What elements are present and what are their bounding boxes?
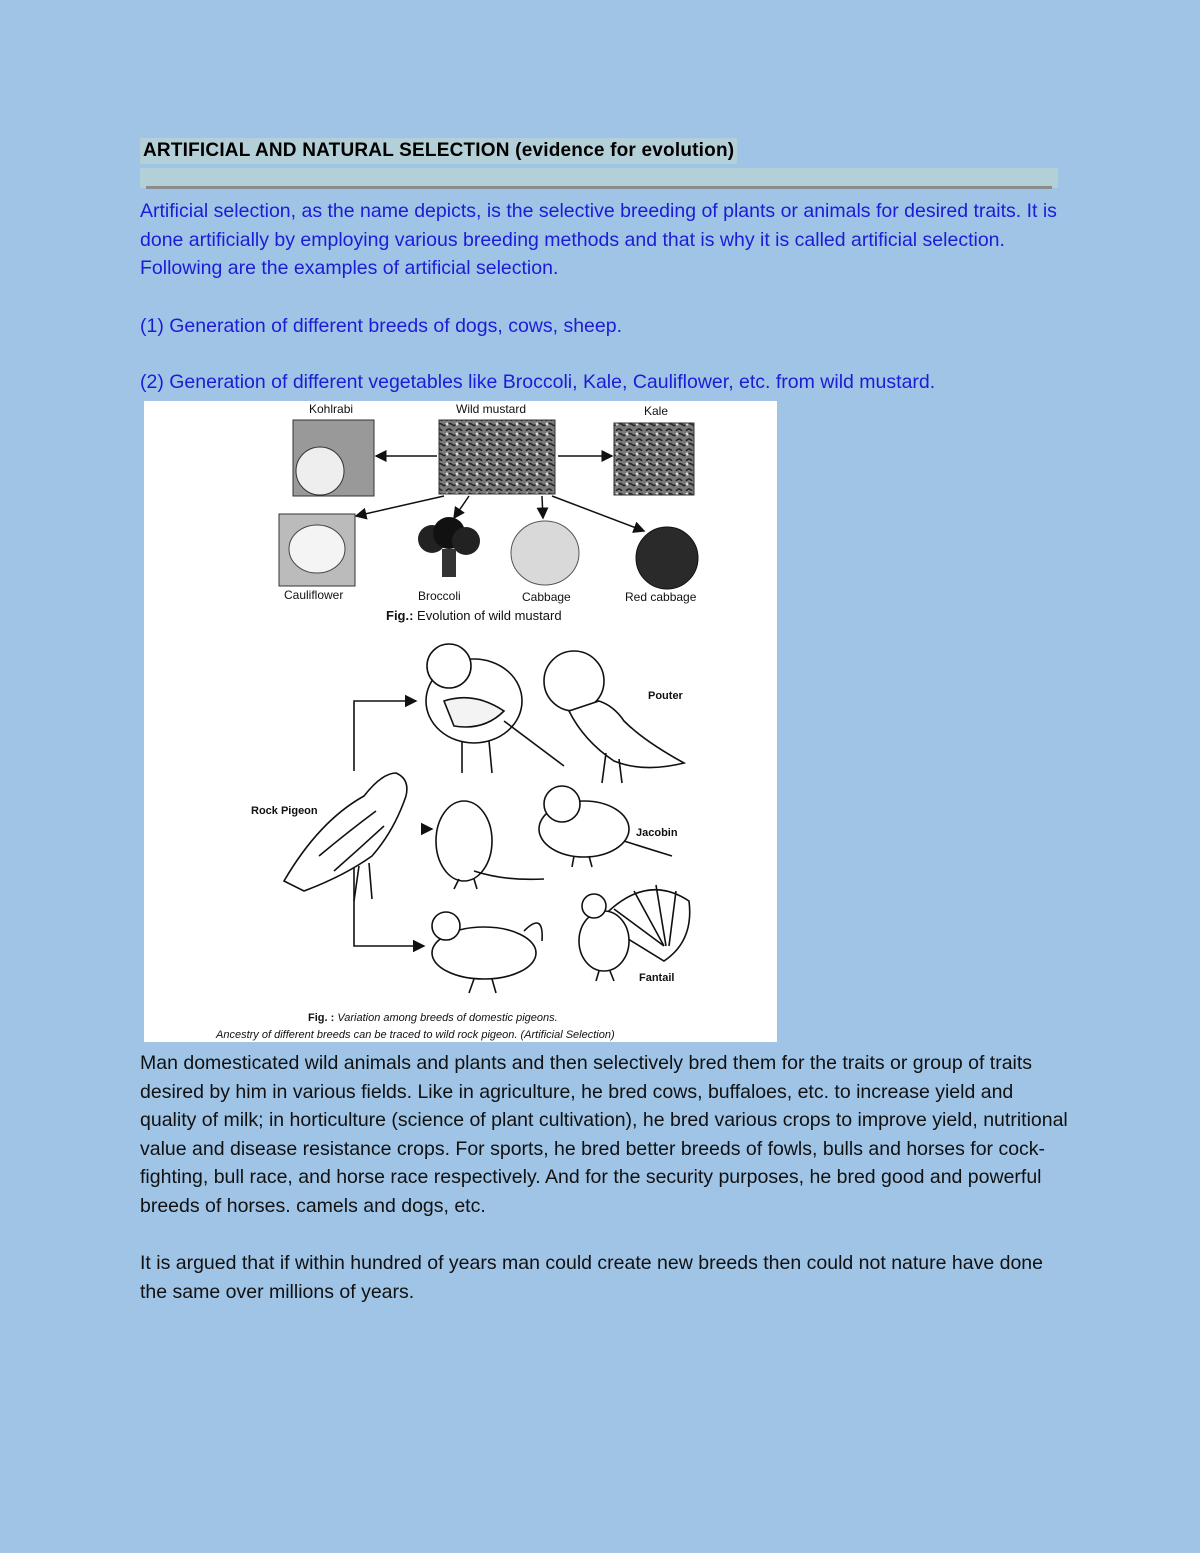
intro-paragraph: Artificial selection, as the name depicts, is the selective breeding of plants or animals for desired traits. It is done artificially by employing various breeding methods and that is why it is called artificial selection. Following are the examples of artificial selection. <box>140 200 1057 279</box>
label-fantail: Fantail <box>639 972 675 984</box>
example-2: (2) Generation of different vegetables like Broccoli, Kale, Cauliflower, etc. from wild mustard. <box>140 371 936 393</box>
label-pouter: Pouter <box>648 690 683 702</box>
label-kale: Kale <box>644 404 669 418</box>
mustard-evolution-diagram <box>279 402 698 623</box>
pigeon-top-drawing <box>426 644 564 773</box>
title-divider <box>146 186 1052 189</box>
label-kohlrabi: Kohlrabi <box>309 402 354 416</box>
title-highlight-band <box>140 168 1058 188</box>
figure1-caption <box>386 608 562 623</box>
label-jacobin: Jacobin <box>636 827 678 839</box>
wild-mustard-image <box>439 420 555 494</box>
kale-image <box>614 423 694 495</box>
pigeon-breeds-diagram <box>284 644 690 993</box>
body-paragraph-domestication: Man domesticated wild animals and plants and then selectively bred them for the traits or group of traits desired by him in various fields. Like in agriculture, he bred cows, buffaloes, etc. to increase yield and quality of milk; in horticulture (science of plant cultivation), he bred various crops to improve yield, nutritional value and disease resistance crops. For sports, he bred better breeds of fowls, bulls and horses for cock-fighting, bull race, and horse race respectively. And for the security purposes, he bred good and powerful breeds of horses. camels and dogs, etc. <box>140 1052 1068 1217</box>
label-broccoli: Broccoli <box>418 589 461 603</box>
pigeon-middle-drawing <box>436 801 544 889</box>
figure1-caption-prefix: Fig.: <box>386 608 414 623</box>
figure2-caption <box>308 1012 558 1024</box>
figure2-caption-text: Variation among breeds of domestic pigeons. <box>334 1012 558 1024</box>
red-cabbage-image <box>636 527 698 589</box>
cabbage-image <box>511 521 579 585</box>
label-wild-mustard: Wild mustard <box>456 402 527 416</box>
example-1: (1) Generation of different breeds of dogs, cows, sheep. <box>140 315 623 337</box>
artificial-selection-figure <box>144 401 777 1042</box>
figure2-caption-line2: Ancestry of different breeds can be traced to wild rock pigeon. (Artificial Selection) <box>216 1029 615 1041</box>
fantail-drawing <box>579 885 690 981</box>
kohlrabi-bulb <box>296 447 344 495</box>
pigeon-bottom-drawing <box>432 912 542 993</box>
rock-pigeon-drawing <box>284 773 407 901</box>
label-red-cabbage: Red cabbage <box>625 590 697 604</box>
pouter-drawing <box>544 651 684 783</box>
label-cabbage: Cabbage <box>522 590 571 604</box>
figure1-caption-text: Evolution of wild mustard <box>413 608 562 623</box>
broccoli-image <box>418 517 480 577</box>
body-paragraph-argument: It is argued that if within hundred of years man could create new breeds then could not nature have done the same over millions of years. <box>140 1252 1043 1303</box>
label-cauliflower: Cauliflower <box>284 588 344 602</box>
title-block <box>140 138 1058 192</box>
label-rock-pigeon: Rock Pigeon <box>251 805 318 817</box>
figure2-caption-prefix: Fig. : <box>308 1012 335 1024</box>
page-title: ARTIFICIAL AND NATURAL SELECTION (evidence for evolution) <box>140 138 737 164</box>
